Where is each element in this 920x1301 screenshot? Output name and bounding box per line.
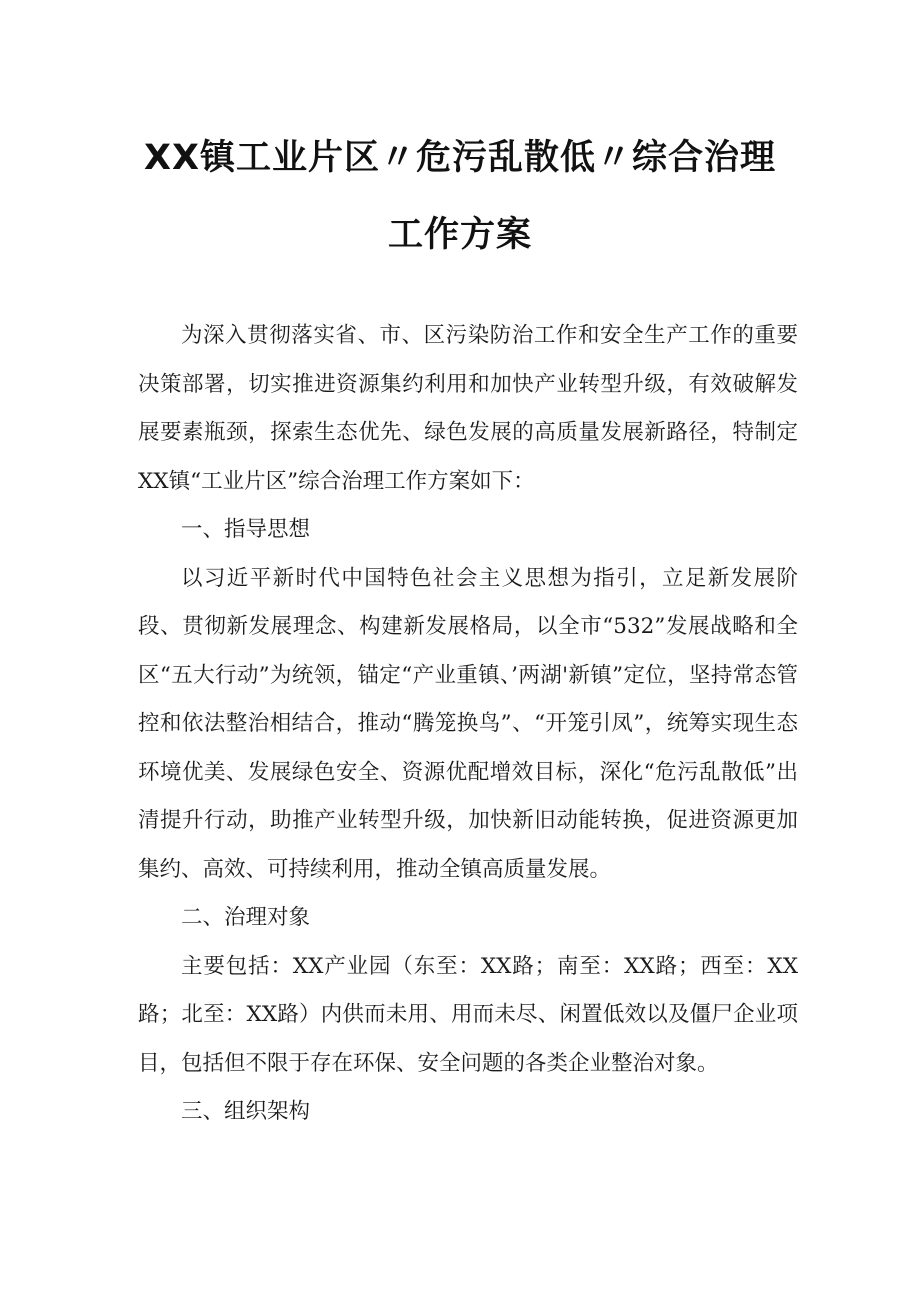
section-heading-governance-targets: 二、治理对象 xyxy=(181,905,311,930)
intro-paragraph: 为深入贯彻落实省、市、区污染防治工作和安全生产工作的重要决策部署，切实推进资源集约利用和加快产业转型升级，有效破解发展要素瓶颈，探索生态优先、绿色发展的高质量发展新路径，特制定XX镇“工业片区”综合治理工作方案如下： xyxy=(138,323,798,494)
section-body-governance-targets: 主要包括：XX产业园（东至：XX路；南至：XX路；西至：XX路；北至：XX路）内供而未用、用而未尽、闲置低效以及僵尸企业项目，包括但不限于存在环保、安全问题的各类企业整治对象。 xyxy=(138,953,798,1076)
section-heading-organization: 三、组织架构 xyxy=(181,1099,311,1124)
document-title-line2: 工作方案 xyxy=(387,215,532,255)
section-heading-guiding-ideology: 一、指导思想 xyxy=(181,517,311,542)
section-body-guiding-ideology: 以习近平新时代中国特色社会主义思想为指引，立足新发展阶段、贯彻新发展理念、构建新发展格局，以全市“532”发展战略和全区“五大行动”为统领，锚定“产业重镇、’两湖'新镇”定位，坚持常态管控和依法整治相结合，推动“腾笼换鸟”、“开笼引凤”，统筹实现生态环境优美、发展绿色安全、资源优配增效目标，深化“危污乱散低”出清提升行动，助推产业转型升级，加快新旧动能转换，促进资源更加集约、高效、可持续利用，推动全镇高质量发展。 xyxy=(138,565,798,882)
document-title-line1: XX镇工业片区〃危污乱散低〃综合治理 xyxy=(144,138,776,178)
document-body xyxy=(138,312,798,1137)
